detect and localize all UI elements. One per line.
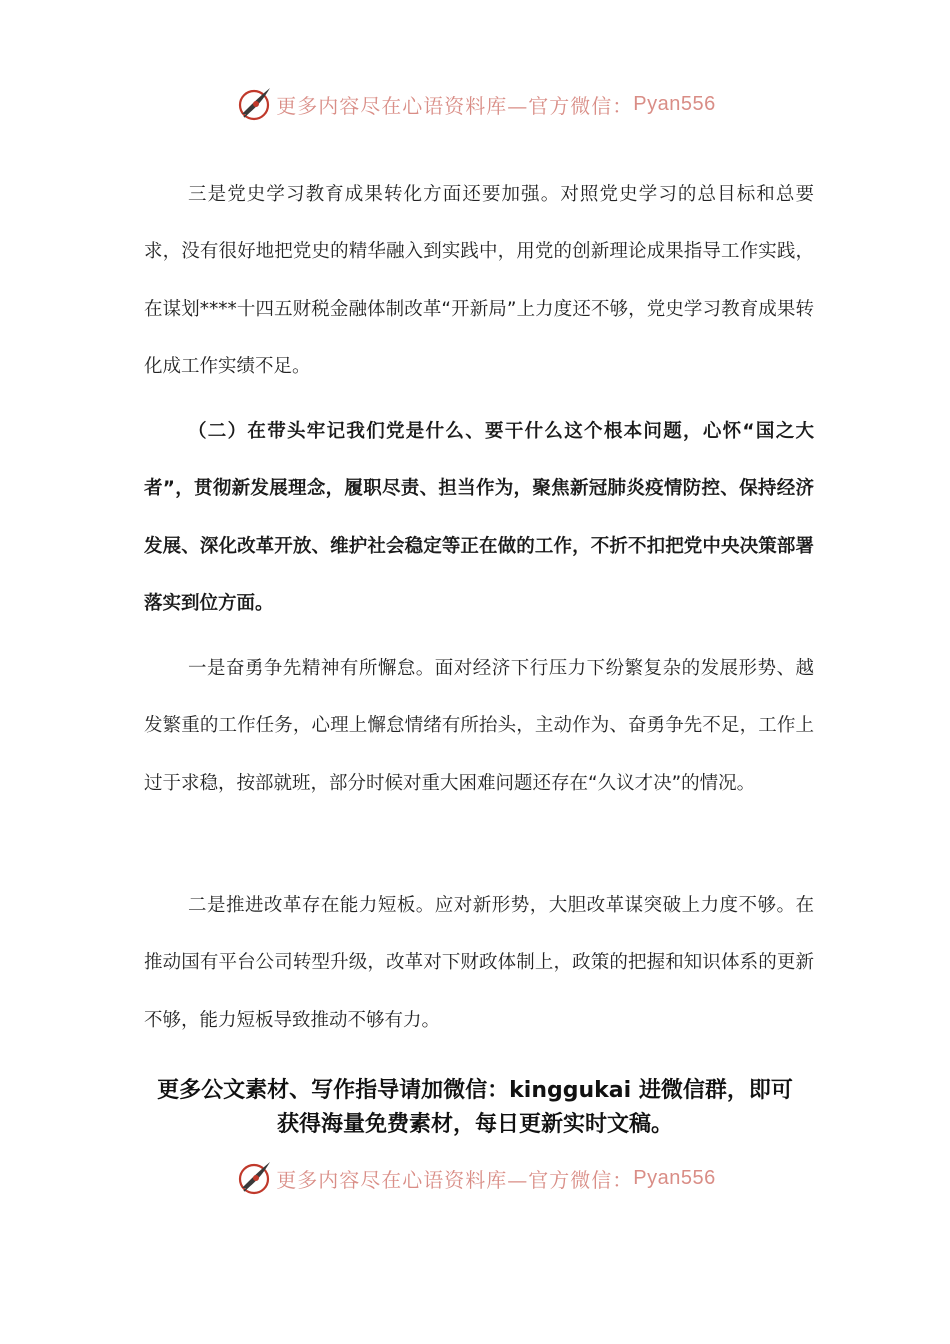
footer-note-line-2: 获得海量免费素材，每日更新实时文稿。	[276, 1112, 673, 1137]
banner-text: 更多内容尽在心语资料库—官方微信：	[276, 93, 634, 118]
header-banner	[0, 82, 950, 126]
footer-note-line-1: 更多公文素材、写作指导请加微信：kinggukai 进微信群，即可	[157, 1078, 793, 1103]
paragraph-1: 三是党史学习教育成果转化方面还要加强。对照党史学习的总目标和总要求，没有很好地把党史的精华融入到实践中，用党的创新理论成果指导工作实践，在谋划****十四五财税金融体制改革“开新局”上力度还不够，党史学习教育成果转化成工作实绩不足。	[144, 184, 814, 377]
quill-circle-logo-icon	[234, 1158, 274, 1198]
footer-note	[120, 1074, 830, 1142]
banner-text: 更多内容尽在心语资料库—官方微信：	[276, 1167, 634, 1192]
paragraph-3: 一是奋勇争先精神有所懈怠。面对经济下行压力下纷繁复杂的发展形势、越发繁重的工作任务，心理上懈怠情绪有所抬头，主动作为、奋勇争先不足，工作上过于求稳，按部就班，部分时候对重大困难问题还存在“久议才决”的情况。	[144, 658, 814, 794]
paragraph-2-heading: （二）在带头牢记我们党是什么、要干什么这个根本问题，心怀“国之大者”，贯彻新发展理念，履职尽责、担当作为，聚焦新冠肺炎疫情防控、保持经济发展、深化改革开放、维护社会稳定等正在做的工作，不折不扣把党中央决策部署落实到位方面。	[144, 421, 814, 614]
quill-circle-logo-icon	[234, 84, 274, 124]
banner-handle: Pyan556	[633, 1166, 716, 1189]
banner-handle: Pyan556	[633, 92, 716, 115]
paragraph-4: 二是推进改革存在能力短板。应对新形势，大胆改革谋突破上力度不够。在推动国有平台公司转型升级，改革对下财政体制上，政策的把握和知识体系的更新不够，能力短板导致推动不够有力。	[144, 895, 814, 1031]
footer-banner	[0, 1156, 950, 1200]
